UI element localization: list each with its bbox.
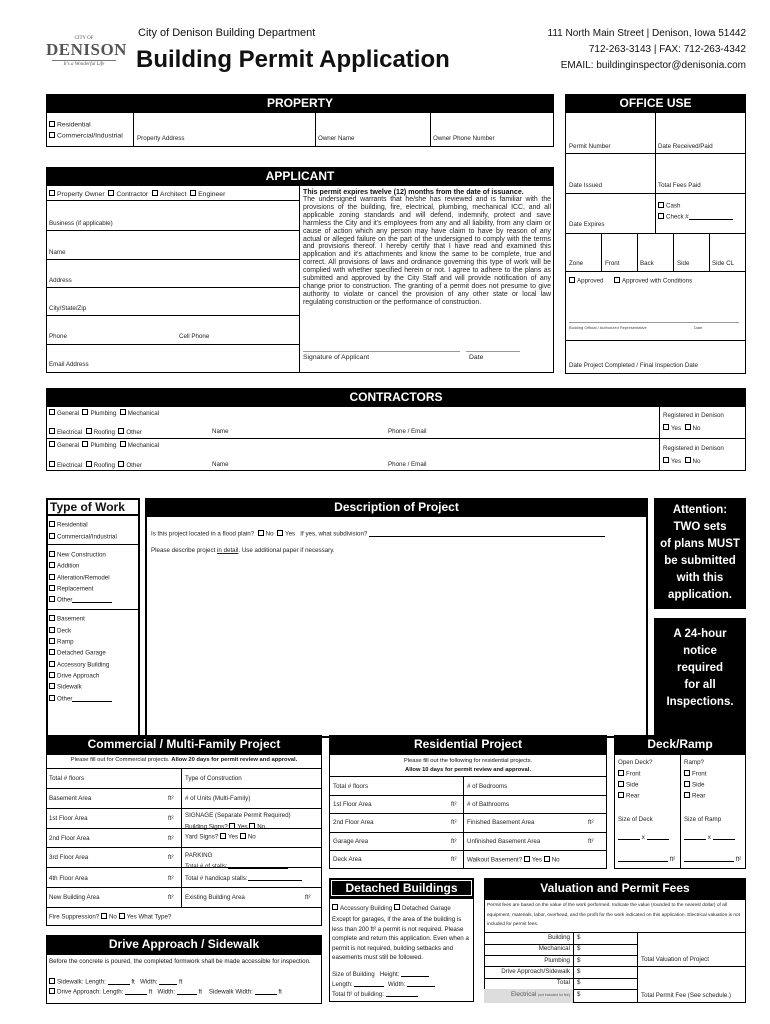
handicap-stalls-field[interactable]: Total # handicap stalls:	[185, 875, 302, 882]
side-setback-field: Side	[677, 260, 690, 267]
applicant-header: APPLICANT	[46, 167, 554, 185]
applicant-address-field[interactable]: Address	[49, 277, 72, 284]
drive-header: Drive Approach / Sidewalk	[46, 935, 322, 954]
back-setback-field: Back	[640, 260, 654, 267]
applicant-phone-field[interactable]: Phone	[49, 333, 67, 340]
permit-number-field: Permit Number	[569, 143, 611, 150]
zone-field: Zone	[569, 260, 584, 267]
drive-dimensions[interactable]: Drive Approach: Length: ft Width: ft Sidewalk Width: ft	[49, 988, 282, 996]
ramp-side-checkbox[interactable]: Side	[684, 781, 704, 789]
ramp-checkbox[interactable]: Ramp	[49, 638, 74, 646]
project-description-input[interactable]	[151, 560, 641, 732]
office-use-header: OFFICE USE	[565, 94, 746, 112]
registered-yes-2[interactable]: Yes	[663, 458, 681, 465]
commercial-note: Please fill out for Commercial projects. Allow 20 days for permit review and approval.	[70, 757, 298, 763]
plumbing-value-input[interactable]: $	[577, 957, 581, 964]
alteration-checkbox[interactable]: Alteration/Remodel	[49, 574, 110, 582]
ramp-rear-checkbox[interactable]: Rear	[684, 792, 705, 800]
general-checkbox-2[interactable]: General	[49, 442, 79, 449]
plumbing-checkbox-2[interactable]: Plumbing	[82, 442, 116, 449]
electrical-value-input[interactable]: $	[577, 991, 581, 998]
other-work-checkbox[interactable]: Other	[49, 596, 112, 604]
walkout-basement-question[interactable]: Walkout Basement? Yes No	[467, 856, 560, 864]
applicant-statement: The undersigned warrants that he/she has reviewed and is familiar with the provisions of the building, fire, electrical, plumbing, mechanical ICC, and all applicable zoning standards and will defend, indemnify, protect and save harmless the City and it's employees from any and all liability, from any claim or cause of action which any person may have claim to have by reason of any actual or alleged failure on the part of the undersigned to comply with the terms and provisions thereof. I hereby certify that I have read and examined this application and it's attachments and know the same to be complete, true and correct. All provisions of laws and ordinance governing this type of work will be complied with whether specified herein or not. I agree to adhere to the plans as submitted and approved by the City Staff and will provide notification of any change prior to construction. The granting of a permit does not presume to give authority to violate or cancel the provision of any other state or local law regulating construction or the performance of construction.	[303, 196, 551, 306]
replacement-checkbox[interactable]: Replacement	[49, 585, 93, 593]
signage-label: SIGNAGE (Separate Permit Required)	[185, 812, 291, 819]
contractor-phone-field-2[interactable]: Phone / Email	[388, 461, 427, 468]
registered-no-1[interactable]: No	[685, 425, 701, 432]
ramp-dimensions[interactable]: x	[684, 834, 735, 841]
res-deck-area[interactable]: Deck Area	[333, 856, 362, 863]
residential-header: Residential Project	[329, 735, 607, 754]
office-phone: 712-263-3143 | FAX: 712-263-4342	[588, 44, 746, 55]
other-project-checkbox[interactable]: Other	[49, 695, 112, 703]
date-issued-field: Date Issued	[569, 182, 603, 189]
office-address: 111 North Main Street | Denison, Iowa 51442	[547, 28, 746, 39]
architect-checkbox[interactable]: Architect	[152, 191, 186, 198]
sidewalk-checkbox[interactable]: Sidewalk	[49, 683, 82, 691]
com-second-floor-area[interactable]: 2nd Floor Area	[49, 835, 90, 842]
check-checkbox: Check #	[658, 213, 733, 221]
new-construction-checkbox[interactable]: New Construction	[49, 551, 106, 559]
total-valuation-label: Total	[556, 979, 570, 986]
building-size-field[interactable]: Size of Building Height:	[332, 971, 429, 978]
res-total-floors[interactable]: Total # floors	[333, 783, 369, 790]
parking-label: PARKING	[185, 852, 213, 859]
plumbing-valuation-label: Plumbing	[544, 957, 570, 964]
applicant-name-field[interactable]: Name	[49, 249, 66, 256]
approved-conditions-checkbox: Approved with Conditions	[614, 277, 692, 285]
date-expires-field: Date Expires	[569, 221, 605, 228]
applicant-cell-field[interactable]: Cell Phone	[179, 333, 210, 340]
existing-building-area[interactable]: Existing Building Area	[185, 894, 245, 901]
city-state-zip-field[interactable]: City/State/Zip	[49, 305, 87, 312]
total-value-input[interactable]: $	[577, 979, 581, 986]
drive-approach-checkbox[interactable]: Drive Approach	[49, 672, 99, 680]
applicant-email-field[interactable]: Email Address	[49, 361, 89, 368]
deck-checkbox[interactable]: Deck	[49, 627, 71, 635]
official-signature-label: Building Official / Authorized Representative	[569, 325, 647, 330]
property-owner-checkbox[interactable]: Property Owner	[49, 191, 105, 198]
unfinished-basement-field[interactable]: Unfinished Basement Area	[467, 838, 541, 845]
valuation-header: Valuation and Permit Fees	[484, 878, 746, 899]
mechanical-checkbox-1[interactable]: Mechanical	[120, 410, 159, 417]
com-new-building-area[interactable]: New Building Area	[49, 894, 100, 901]
property-header: PROPERTY	[46, 94, 554, 112]
city-logo	[46, 36, 127, 80]
ramp-front-checkbox[interactable]: Front	[684, 770, 706, 778]
commercial-header: Commercial / Multi-Family Project	[46, 735, 322, 754]
property-residential-checkbox[interactable]: Residential	[49, 121, 91, 129]
deck-side-checkbox[interactable]: Side	[618, 781, 638, 789]
deck-front-checkbox[interactable]: Front	[618, 770, 640, 778]
contractors-header: CONTRACTORS	[46, 388, 746, 406]
date-received-field: Date Received/Paid	[658, 143, 713, 150]
registered-no-2[interactable]: No	[685, 458, 701, 465]
total-stalls-field[interactable]: Total # of stalls:	[185, 863, 288, 870]
office-email[interactable]: EMAIL: buildinginspector@denisonia.com	[560, 60, 746, 71]
electrical-valuation-label: Electrical (not included for fee)	[511, 991, 570, 998]
accessory-building-checkbox[interactable]: Accessory Building	[49, 661, 109, 669]
ramp-label: Ramp?	[684, 759, 704, 766]
flood-plain-question[interactable]: Is this project located in a flood plain? No Yes If yes, what subdivision?	[151, 530, 605, 538]
addition-checkbox[interactable]: Addition	[49, 562, 79, 570]
detached-garage-checkbox[interactable]: Detached Garage	[49, 649, 106, 657]
department-name: City of Denison Building Department	[138, 27, 316, 39]
yard-signs-question[interactable]: Yard Signs? Yes No	[185, 833, 256, 841]
total-fees-field: Total Fees Paid	[658, 182, 701, 189]
building-valuation-label: Building	[547, 934, 570, 941]
mechanical-valuation-label: Mechanical	[538, 945, 570, 952]
registered-label-2: Registered in Denison	[663, 445, 724, 452]
electrical-checkbox-2[interactable]: Electrical	[49, 462, 82, 469]
drive-instructions: Before the concrete is poured, the completed formwork shall be made accessible for inspection.	[49, 958, 311, 965]
logo-tagline: It's a Wonderful Life	[63, 62, 105, 67]
finished-basement-field[interactable]: Finished Basement Area	[467, 819, 535, 826]
bathrooms-field[interactable]: # of Bathrooms	[467, 801, 509, 808]
plumbing-checkbox-1[interactable]: Plumbing	[82, 410, 116, 417]
contractor-name-field-1[interactable]: Name	[212, 428, 229, 435]
page-title: Building Permit Application	[136, 46, 450, 73]
building-signs-question[interactable]: Building Signs? Yes No	[185, 823, 266, 831]
ramp-area-field[interactable]: ft²	[684, 856, 741, 863]
attention-inspection-box: A 24-hour notice required for all Inspections.	[654, 618, 746, 739]
attention-plans-box: Attention: TWO sets of plans MUST be submitted with this application.	[654, 498, 746, 609]
detached-garage-option[interactable]: Detached Garage	[394, 905, 451, 912]
com-fourth-floor-area[interactable]: 4th Floor Area	[49, 875, 88, 882]
deck-area-field[interactable]: ft²	[618, 856, 675, 863]
open-deck-label: Open Deck?	[618, 759, 653, 766]
completion-date-field: Date Project Completed / Final Inspection Date	[569, 362, 698, 369]
expiration-notice: This permit expires twelve (12) months from the date of issuance.	[303, 188, 524, 196]
other-checkbox-2[interactable]: Other	[118, 462, 141, 469]
business-field[interactable]: Business (if applicable)	[49, 220, 113, 227]
fire-suppression-question[interactable]: Fire Suppression? No Yes What Type?	[49, 913, 172, 921]
approved-checkbox: Approved	[569, 277, 604, 285]
general-checkbox-1[interactable]: General	[49, 410, 79, 417]
deck-dimensions[interactable]: x	[618, 834, 669, 841]
engineer-checkbox[interactable]: Engineer	[190, 191, 225, 198]
owner-phone-field[interactable]: Owner Phone Number	[433, 135, 495, 142]
detached-header: Detached Buildings	[329, 878, 474, 898]
work-residential-checkbox[interactable]: Residential	[49, 521, 88, 529]
registered-label-1: Registered in Denison	[663, 412, 724, 419]
cash-checkbox: Cash	[658, 202, 680, 210]
com-first-floor-area[interactable]: 1st Floor Area	[49, 815, 88, 822]
official-date-label: Date	[694, 325, 703, 330]
drive-value-input[interactable]: $	[577, 968, 581, 975]
logo-name: DENISON	[46, 40, 127, 59]
total-permit-fee: Total Permit Fee (See schedule.)	[641, 992, 732, 999]
description-header: Description of Project	[145, 498, 648, 517]
owner-name-field[interactable]: Owner Name	[318, 135, 355, 142]
signature-date-field[interactable]: Date	[469, 354, 484, 361]
roofing-checkbox-2[interactable]: Roofing	[86, 462, 115, 469]
res-first-floor-area[interactable]: 1st Floor Area	[333, 801, 372, 808]
detached-instructions: Except for garages, if the area of the building is less than 200 ft² a permit is not required. Please complete and return this application. Even when a permit is not required, building setbacks and easements must still be followed.	[332, 916, 469, 962]
valuation-instructions: Permit fees are based on the value of the work performed. Indicate the value (rounded to the nearest dollar) of all equipment, materials, labor, overhead, and the profit for the work indicated on this application. Electrical valuation is not included for permit fees.	[487, 903, 741, 928]
registered-yes-1[interactable]: Yes	[663, 425, 681, 432]
com-total-floors[interactable]: Total # floors	[49, 775, 85, 782]
building-value-input[interactable]: $	[577, 934, 581, 941]
accessory-building-option[interactable]: Accessory Building	[332, 905, 392, 912]
signature-field[interactable]: Signature of Applicant	[303, 354, 370, 361]
describe-instructions: Please describe project in detail. Use additional paper if necessary.	[151, 547, 335, 554]
mechanical-checkbox-2[interactable]: Mechanical	[120, 442, 159, 449]
total-project-valuation: Total Valuation of Project	[641, 956, 709, 963]
property-address-field[interactable]: Property Address	[137, 135, 185, 142]
building-total-area[interactable]: Total ft² of building:	[332, 991, 418, 998]
contractor-name-field-2[interactable]: Name	[212, 461, 229, 468]
front-setback-field: Front	[605, 260, 620, 267]
deck-header: Deck/Ramp	[614, 735, 746, 754]
mechanical-value-input[interactable]: $	[577, 945, 581, 952]
construction-type[interactable]: Type of Construction	[185, 775, 242, 782]
type-of-work-title: Type of Work	[48, 500, 138, 516]
res-second-floor-area[interactable]: 2nd Floor Area	[333, 819, 374, 826]
deck-rear-checkbox[interactable]: Rear	[618, 792, 639, 800]
com-third-floor-area[interactable]: 3rd Floor Area	[49, 854, 89, 861]
electrical-checkbox-1[interactable]: Electrical	[49, 429, 82, 436]
ramp-size-label: Size of Ramp	[684, 816, 722, 823]
basement-checkbox[interactable]: Basement	[49, 615, 85, 623]
contractor-phone-field-1[interactable]: Phone / Email	[388, 428, 427, 435]
work-commercial-checkbox[interactable]: Commercial/Industrial	[49, 533, 117, 541]
sidewalk-dimensions[interactable]: Sidewalk: Length: ft Width: ft	[49, 978, 182, 986]
side-cl-field: Side CL	[712, 260, 735, 267]
residential-note: Please fill out the following for residential projects. Allow 10 days for permit review and approval.	[403, 758, 533, 773]
com-basement-area[interactable]: Basement Area	[49, 795, 92, 802]
deck-size-label: Size of Deck	[618, 816, 653, 823]
other-checkbox-1[interactable]: Other	[118, 429, 141, 436]
roofing-checkbox-1[interactable]: Roofing	[86, 429, 115, 436]
building-length-width[interactable]: Length: Width:	[332, 981, 435, 988]
unit-count[interactable]: # of Units (Multi-Family)	[185, 795, 251, 802]
property-commercial-checkbox[interactable]: Commercial/Industrial	[49, 132, 123, 140]
drive-valuation-label: Drive Approach/Sidewalk	[501, 968, 570, 975]
res-garage-area[interactable]: Garage Area	[333, 838, 369, 845]
contractor-checkbox[interactable]: Contractor	[108, 191, 148, 198]
bedrooms-field[interactable]: # of Bedrooms	[467, 783, 508, 790]
logo-city: CITY OF	[74, 36, 94, 41]
